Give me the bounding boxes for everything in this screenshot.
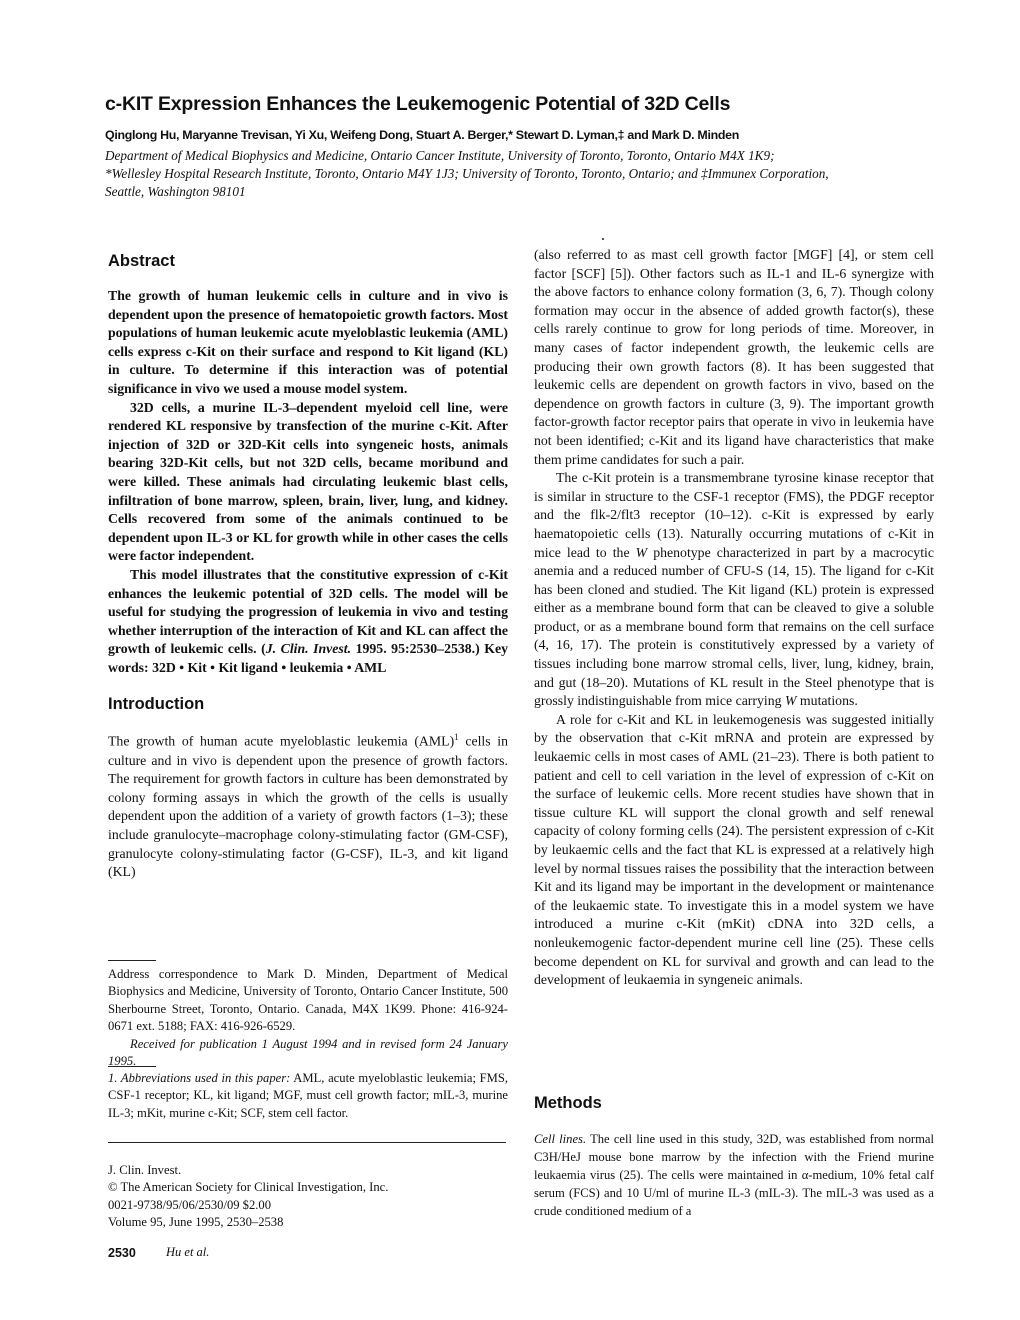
body-paragraph: A role for c-Kit and KL in leukemogenesis was suggested initially by the observation that c-Kit mRNA and protein are expressed by leukaemic cells in most cases of AML (21–23). There is both patient to patient and cell to cell variation in the level of expression of c-Kit on the surface of leukemic cells. More recent studies have shown that in tissue culture KL will support the clonal growth and self renewal capacity of colony forming cells (24). The persistent expression of c-Kit by leukaemic cells and the fact that KL is expressed at a relatively high level by normal tissues raises the possibility that the interaction between Kit and its ligand may be important in the development or maintenance of the leukaemic state. To investigate this in a model system we have introduced a murine c-Kit (mKit) cDNA into 32D cells, a nonleukemogenic factor-dependent murine cell line (25). These cells become dependent on KL for survival and growth and can lead to the development of leukaemia in syngeneic animals.: [534, 711, 934, 988]
methods-body: [534, 1130, 934, 1220]
journal-abbrev: J. Clin. Invest.: [265, 641, 352, 657]
correspondence-note: [108, 966, 508, 1070]
methods-subheading: Cell lines.: [534, 1132, 587, 1146]
page-number: 2530: [108, 1246, 136, 1260]
received-footnote: Received for publication 1 August 1994 and in revised form 24 January 1995.: [108, 1036, 508, 1069]
affiliation-line-2: *Wellesley Hospital Research Institute, Toronto, Ontario M4Y 1J3; University of Toronto, Toronto, Ontario; and ‡Immunex Corporation,: [105, 166, 829, 181]
volume-line: Volume 95, June 1995, 2530–2538: [108, 1215, 284, 1230]
issn-line: 0021-9738/95/06/2530/09 $2.00: [108, 1197, 272, 1212]
speck-mark: [602, 238, 604, 240]
abstract-heading: Abstract: [108, 252, 175, 270]
footnote-marker: 1: [454, 732, 459, 743]
right-column: [534, 246, 934, 990]
footnote-rule: [108, 960, 156, 961]
affiliation-line-1: Department of Medical Biophysics and Medicine, Ontario Cancer Institute, University of Toronto, Toronto, Ontario M4X 1K9;: [105, 148, 775, 163]
journal-meta: [108, 1162, 508, 1232]
affiliation-line-3: Seattle, Washington 98101: [105, 184, 246, 199]
running-head: Hu et al.: [166, 1245, 210, 1259]
intro-text: cells in culture and in vivo is dependent upon the presence of growth factors. The requirement for growth factors in culture has been demonstrated by colony forming assays in which the growth of the cells is usually dependent upon the addition of a variety of growth factors (1–3); these include granulocyte–macrophage colony-stimulating factor (GM-CSF), granulocyte colony-stimulating factor (G-CSF), IL-3, and kit ligand (KL): [108, 734, 508, 880]
body-paragraph: (also referred to as mast cell growth factor [MGF] [4], or stem cell factor [SCF] [5]). Other factors such as IL-1 and IL-6 synergize with the above factors to enhance colony formation (3, 6, 7). Though colony formation may occur in the absence of added growth factor(s), these cells rarely continue to grow for long periods of time. Moreover, in many cases of factor independent growth, the leukemic cells are producing their own growth factors (8). It has been suggested that leukemic cells are dependent on growth factors in vivo, based on the dependence on growth factors in culture (3, 9). The important growth factor-growth factor receptor pairs that operate in vivo in leukemia have not been identified; c-Kit and its ligand have characteristics that make them prime candidates for such a pair.: [534, 247, 934, 467]
author-list: Qinglong Hu, Maryanne Trevisan, Yi Xu, Weifeng Dong, Stuart A. Berger,* Stewart D. Lyman,‡ and Mark D. Minden: [105, 128, 739, 142]
abbreviations-text: AML, acute myeloblastic leukemia; FMS, CSF-1 receptor; KL, kit ligand; MGF, must cell growth factor; mIL-3, murine IL-3; mKit, murine c-Kit; SCF, stem cell factor.: [108, 1071, 508, 1120]
body-italic: W: [635, 544, 648, 560]
affiliations: [105, 147, 940, 201]
abbreviations-footnote: [108, 1070, 508, 1122]
citation-keywords: 1995. 95:2530–2538.) Key words: 32D • Kit • Kit ligand • leukemia • AML: [108, 641, 508, 675]
footnote-rule: [108, 1066, 156, 1067]
introduction-body: [108, 728, 508, 881]
left-column: [108, 252, 508, 882]
article-title: c-KIT Expression Enhances the Leukemogenic Potential of 32D Cells: [105, 93, 731, 115]
body-text: mutations.: [796, 693, 858, 709]
abstract-paragraph: [108, 566, 508, 678]
introduction-paragraph: [108, 728, 508, 881]
abstract-paragraph: The growth of human leukemic cells in culture and in vivo is dependent upon the presence of hematopoietic growth factors. Most populations of human leukemic acute myeloblastic leukemia (AML) cells express c-Kit on their surface and respond to Kit ligand (KL) in culture. To determine if this interaction was of potential significance in vivo we used a mouse model system.: [108, 288, 508, 396]
abstract-paragraph: 32D cells, a murine IL-3–dependent myeloid cell line, were rendered KL responsive by transfection of the murine c-Kit. After injection of 32D or 32D-Kit cells into syngeneic hosts, animals bearing 32D-Kit cells, but not 32D cells, became moribund and were killed. These animals had circulating leukemic blast cells, infiltration of bone marrow, spleen, brain, liver, lung, and kidney. Cells recovered from some of the animals continued to be dependent upon IL-3 or KL for growth while in other cases the cells were factor independent.: [108, 399, 508, 564]
address-footnote: Address correspondence to Mark D. Minden, Department of Medical Biophysics and Medicine, University of Toronto, Ontario Cancer Institute, 500 Sherbourne Street, Toronto, Ontario. Canada, M4X 1K99. Phone: 416-924-0671 ext. 5188; FAX: 416-926-6529.: [108, 967, 508, 1034]
intro-text: The growth of human acute myeloblastic leukemia (AML): [108, 734, 455, 750]
abbreviations-label: 1. Abbreviations used in this paper:: [108, 1071, 291, 1085]
body-text: The c-Kit protein is a transmembrane tyrosine kinase receptor that is similar in structure to the CSF-1 receptor (FMS), the PDGF receptor and the flk-2/flt3 receptor (10–12). c-Kit is expressed by early haematopoietic cells (13). Naturally occurring mutations of c-Kit in mice lead to the: [534, 470, 934, 560]
methods-paragraph: [534, 1130, 934, 1220]
abbreviations-note: [108, 1070, 508, 1122]
journal-name: J. Clin. Invest.: [108, 1163, 182, 1177]
body-paragraph: [534, 469, 934, 711]
introduction-heading: Introduction: [108, 695, 205, 714]
methods-heading: Methods: [534, 1094, 602, 1112]
body-text: phenotype characterized in part by a macrocytic anemia and a reduced number of CFU-S (14, 15). The ligand for c-Kit has been cloned and studied. The Kit ligand (KL) protein is expressed either as a membrane bound form that can be cleaved to give a soluble product, or as a membrane bound form that remains on the cell surface (4, 16, 17). The protein is constitutively expressed by a variety of tissues including bone marrow stromal cells, liver, lung, kidney, brain, and gut (18–20). Mutations of KL result in the Steel phenotype that is grossly indistinguishable from mice carrying: [534, 544, 934, 709]
body-italic: W: [784, 693, 797, 709]
copyright-line: © The American Society for Clinical Investigation, Inc.: [108, 1180, 389, 1195]
abstract-body: [108, 287, 508, 677]
methods-text: The cell line used in this study, 32D, was established from normal C3H/HeJ mouse bone marrow by the infection with the Friend murine leukaemia virus (25). The cells were maintained in α-medium, 10% fetal calf serum (FCS) and 10 U/ml of murine IL-3 (mIL-3). The mIL-3 was used as a crude conditioned medium of a: [534, 1132, 934, 1218]
meta-rule: [108, 1142, 506, 1143]
abstract-text: This model illustrates that the constitutive expression of c-Kit enhances the leukemic potential of 32D cells. The model will be useful for studying the progression of leukemia in vivo and testing whether interruption of the interaction of Kit and KL can affect the growth of leukemic cells. (: [108, 566, 508, 657]
